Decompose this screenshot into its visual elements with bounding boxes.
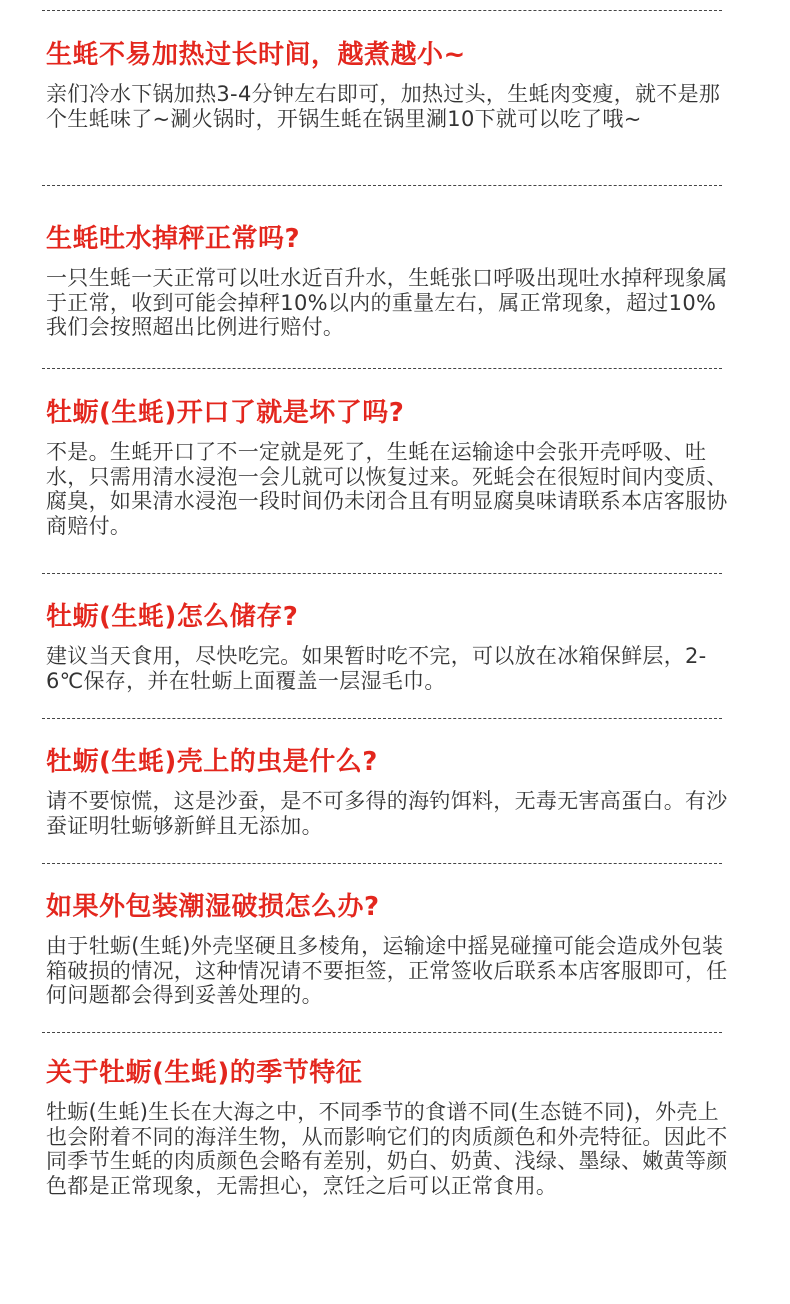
faq-item-shell-worms [46,745,736,838]
faq-item-cooking [46,38,736,131]
faq-body: 一只生蚝一天正常可以吐水近百升水，生蚝张口呼吸出现吐水掉秤现象属于正常，收到可能会掉秤10%以内的重量左右，属正常现象，超过10%我们会按照超出比例进行赔付。 [46,266,728,339]
faq-body: 请不要惊慌，这是沙蚕，是不可多得的海钓饵料，无毒无害高蛋白。有沙蚕证明牡蛎够新鲜且无添加。 [46,789,728,838]
divider [42,1032,722,1033]
faq-item-weight-loss [46,222,736,340]
faq-title: 生蚝吐水掉秤正常吗? [46,224,301,254]
faq-title: 生蚝不易加热过长时间，越煮越小~ [46,40,466,70]
faq-body: 建议当天食用，尽快吃完。如果暂时吃不完，可以放在冰箱保鲜层，2-6℃保存，并在牡蛎上面覆盖一层湿毛巾。 [46,644,707,693]
divider [42,185,722,186]
faq-title: 牡蛎(生蚝)怎么储存? [46,602,299,632]
faq-item-damaged-package [46,890,736,1008]
faq-body: 亲们冷水下锅加热3-4分钟左右即可，加热过头，生蚝肉变瘦，就不是那个生蚝味了~涮火锅时，开锅生蚝在锅里涮10下就可以吃了哦~ [46,82,721,131]
divider [42,368,722,369]
faq-title: 牡蛎(生蚝)壳上的虫是什么? [46,747,378,777]
divider [42,10,722,11]
faq-item-open-shell [46,396,736,538]
divider [42,863,722,864]
divider [42,718,722,719]
faq-body: 不是。生蚝开口了不一定就是死了，生蚝在运输途中会张开壳呼吸、吐水，只需用清水浸泡一会儿就可以恢复过来。死蚝会在很短时间内变质、腐臭，如果清水浸泡一段时间仍未闭合且有明显腐臭味请联系本店客服协商赔付。 [46,440,728,538]
faq-title: 如果外包装潮湿破损怎么办? [46,892,380,922]
faq-title: 关于牡蛎(生蚝)的季节特征 [46,1058,363,1088]
faq-body: 牡蛎(生蚝)生长在大海之中，不同季节的食谱不同(生态链不同)，外壳上也会附着不同的海洋生物，从而影响它们的肉质颜色和外壳特征。因此不同季节生蚝的肉质颜色会略有差别，奶白、奶黄、浅绿、墨绿、嫩黄等颜色都是正常现象，无需担心，烹饪之后可以正常食用。 [46,1100,728,1198]
faq-title: 牡蛎(生蚝)开口了就是坏了吗? [46,398,405,428]
faq-item-storage [46,600,736,693]
divider [42,573,722,574]
faq-body: 由于牡蛎(生蚝)外壳坚硬且多棱角，运输途中摇晃碰撞可能会造成外包装箱破损的情况，这种情况请不要拒签，正常签收后联系本店客服即可，任何问题都会得到妥善处理的。 [46,934,728,1007]
faq-item-seasonal [46,1056,736,1198]
